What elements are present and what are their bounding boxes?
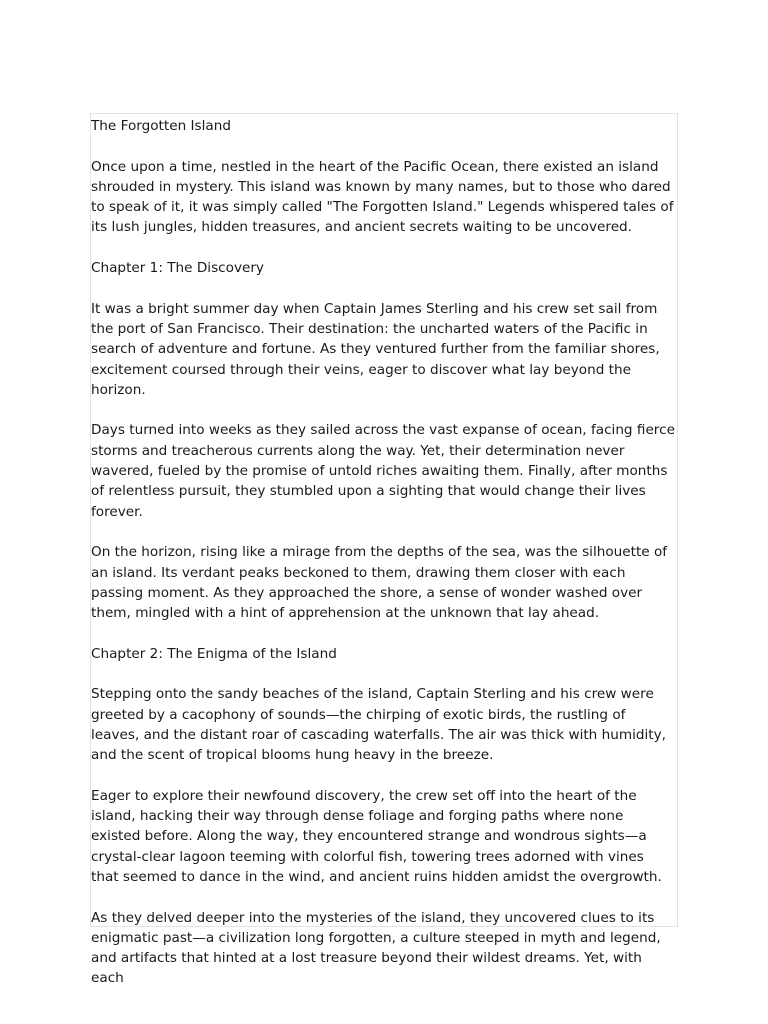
document-title: The Forgotten Island bbox=[91, 118, 231, 134]
document-page bbox=[90, 113, 678, 987]
paragraph: Eager to explore their newfound discovery, the crew set off into the heart of the island, hacking their way through dense foliage and forging paths where none existed before. Along the way, they encountered strange and wondrous sights—a crystal-clear lagoon teeming with colorful fish, towering trees adorned with vines that seemed to dance in the wind, and ancient ruins hidden amidst the overgrowth. bbox=[91, 787, 662, 885]
chapter-heading: Chapter 1: The Discovery bbox=[91, 260, 264, 277]
paragraph-intro: Once upon a time, nestled in the heart of the Pacific Ocean, there existed an island shrouded in mystery. This island was known by many names, but to those who dared to speak of it, it was simply called "The Forgotten Island." Legends whispered tales of its lush jungles, hidden treasures, and ancient secrets waiting to be uncovered. bbox=[91, 158, 674, 236]
paragraph: As they delved deeper into the mysteries of the island, they uncovered clues to its enigmatic past—a civilization long forgotten, a culture steeped in myth and legend, and artifacts that hinted at a lost treasure beyond their wildest dreams. Yet, with each bbox=[91, 909, 661, 987]
chapter-heading: Chapter 2: The Enigma of the Island bbox=[91, 645, 337, 662]
paragraph: On the horizon, rising like a mirage from the depths of the sea, was the silhouette of an island. Its verdant peaks beckoned to them, drawing them closer with each passing moment. As they approached the shore, a sense of wonder washed over them, mingled with a hint of apprehension at the unknown that lay ahead. bbox=[91, 544, 668, 622]
paragraph: Stepping onto the sandy beaches of the island, Captain Sterling and his crew were greeted by a cacophony of sounds—the chirping of exotic birds, the rustling of leaves, and the distant roar of cascading waterfalls. The air was thick with humidity, and the scent of tropical blooms hung heavy in the breeze. bbox=[91, 686, 666, 764]
paragraph: It was a bright summer day when Captain James Sterling and his crew set sail from the port of San Francisco. Their destination: the uncharted waters of the Pacific in search of adventure and fortune. As they ventured further from the familiar shores, excitement coursed through their veins, eager to discover what lay beyond the horizon. bbox=[91, 300, 660, 398]
document-body bbox=[91, 114, 677, 989]
paragraph: Days turned into weeks as they sailed across the vast expanse of ocean, facing fierce storms and treacherous currents along the way. Yet, their determination never wavered, fueled by the promise of untold riches awaiting them. Finally, after months of relentless pursuit, they stumbled upon a sighting that would change their lives forever. bbox=[91, 422, 675, 520]
